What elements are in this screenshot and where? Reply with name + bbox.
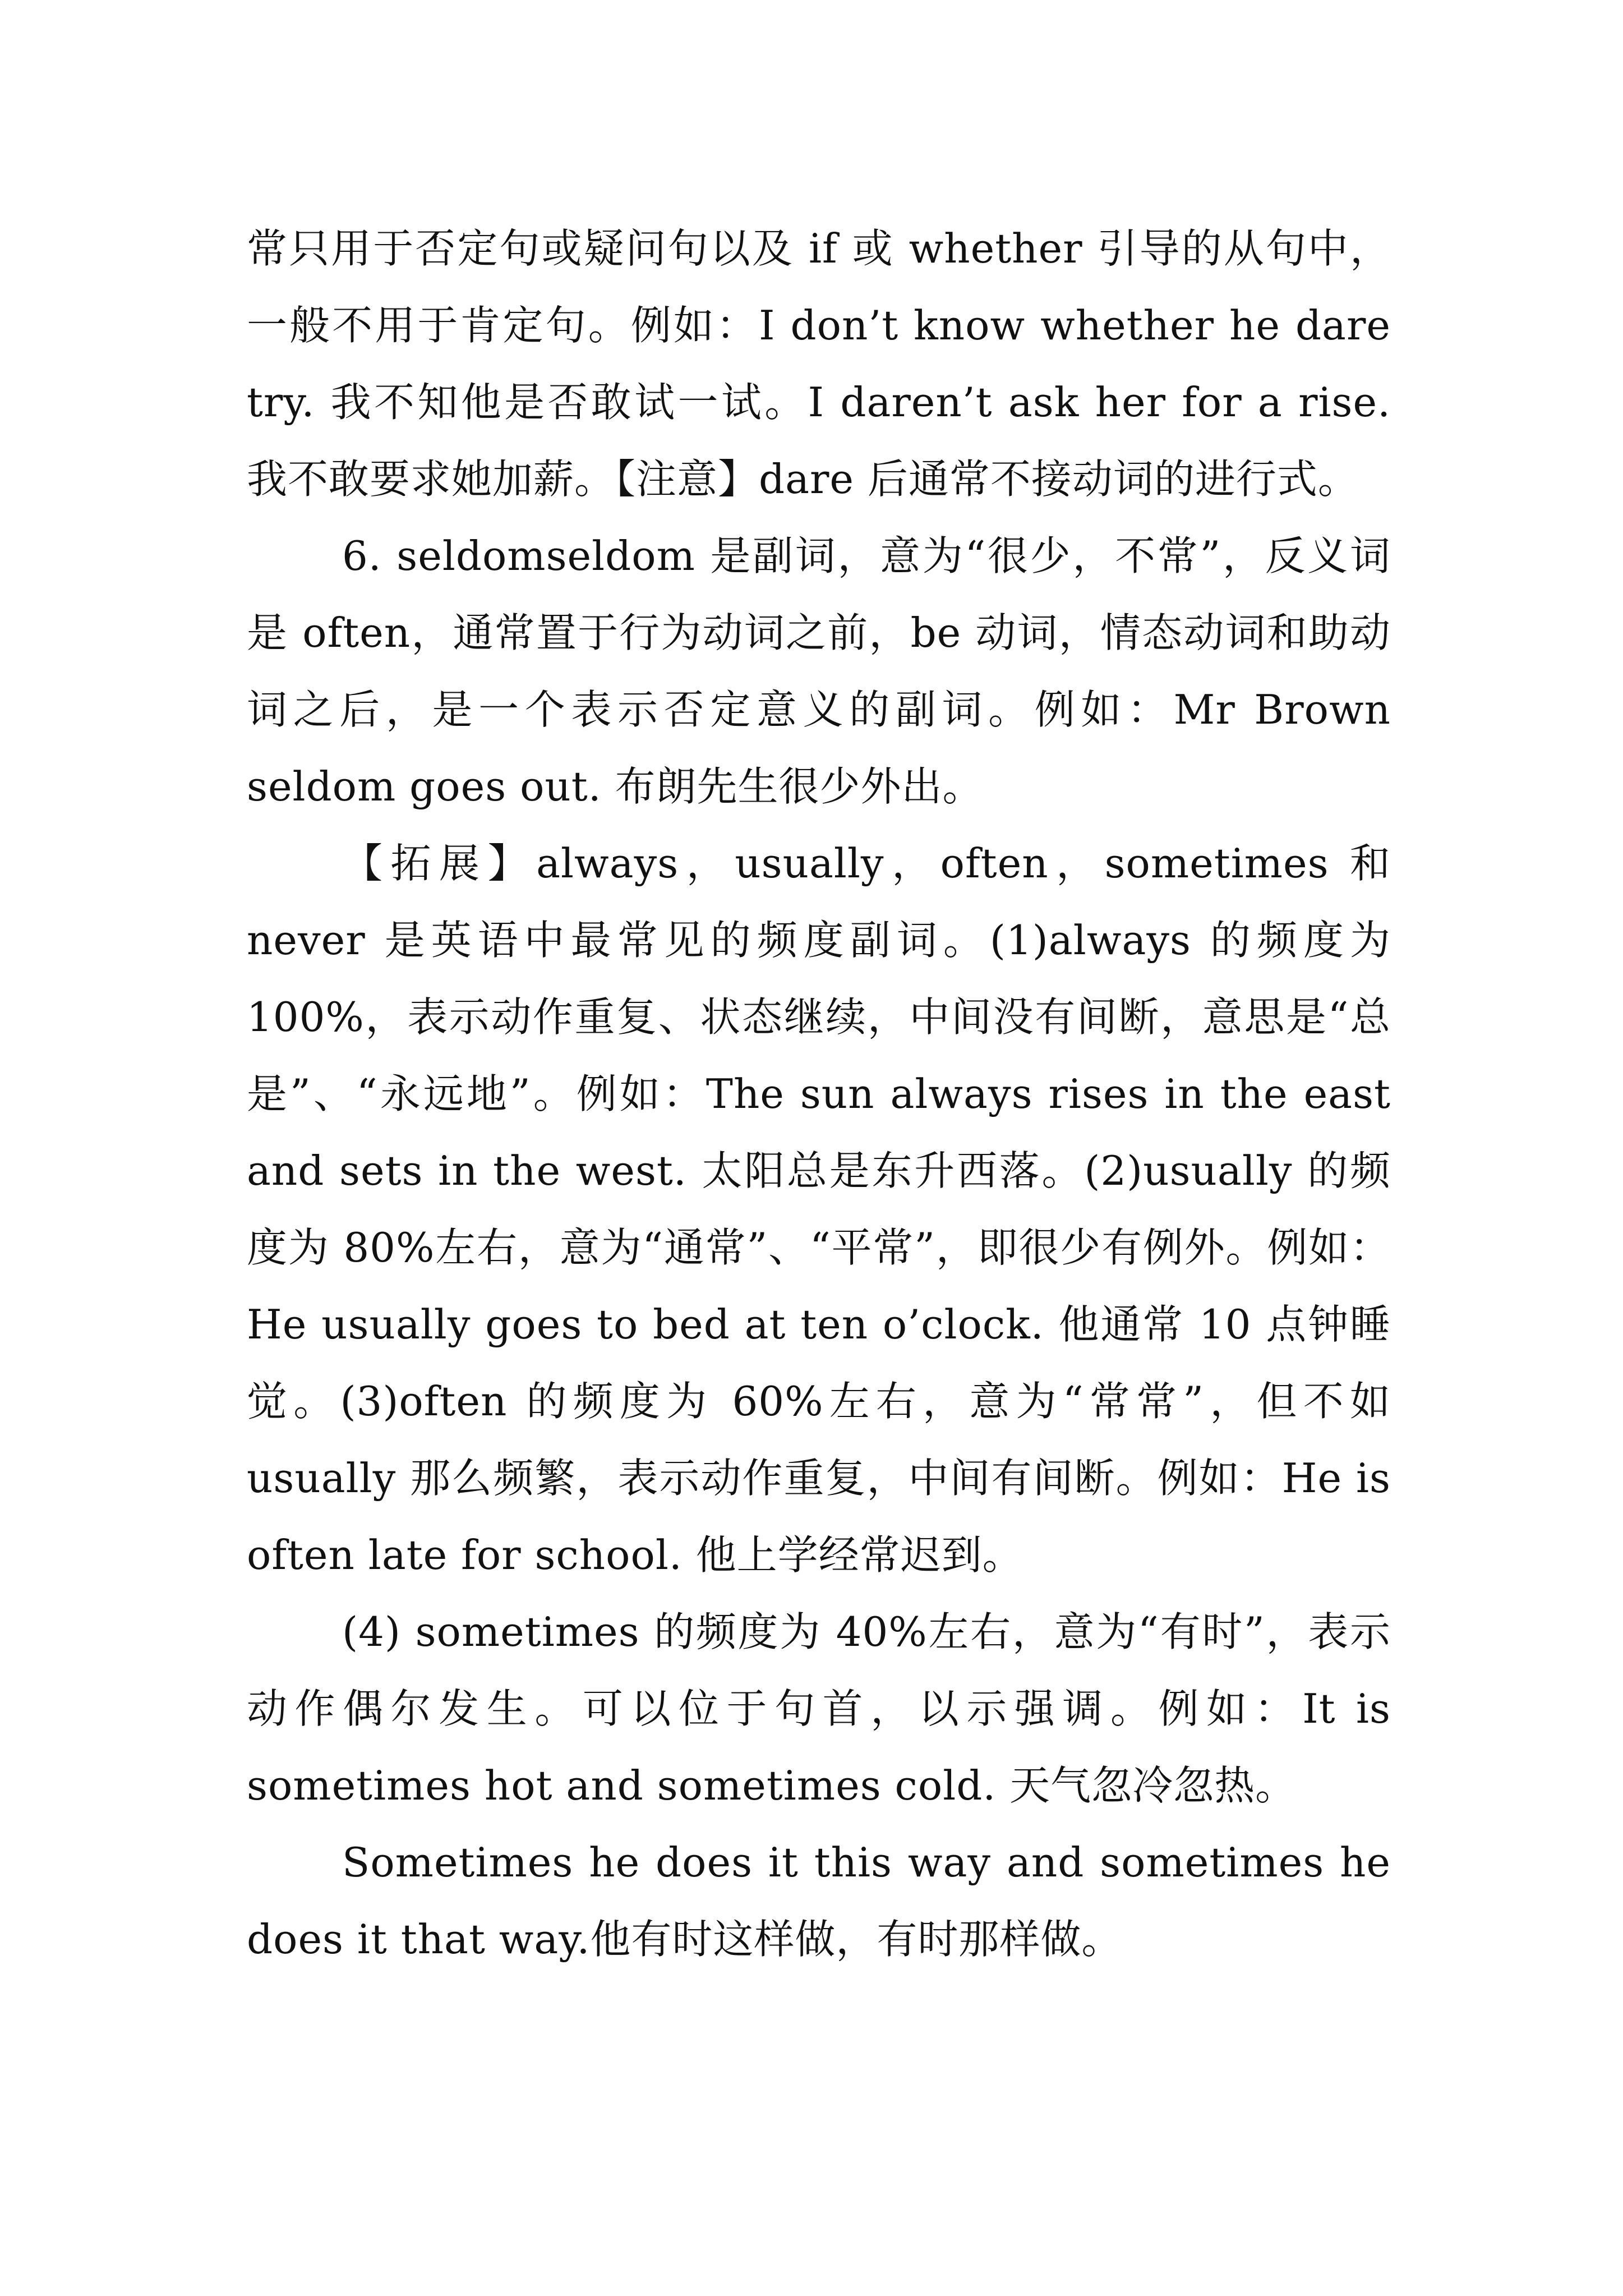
paragraph-dare-continued: 常只用于否定句或疑问句以及 if 或 whether 引导的从句中，一般不用于肯定句。例如：I don’t know whether he dare try. 我不知他是否敢试一试。I daren’t ask her for a rise. 我不敢要求她加薪。【注意】dare 后通常不接动词的进行式。: [247, 225, 1391, 503]
paragraph-seldom: 6. seldomseldom 是副词，意为“很少，不常”，反义词是 often，通常置于行为动词之前，be 动词，情态动词和助动词之后，是一个表示否定意义的副词。例如：Mr Brown seldom goes out. 布朗先生很少外出。: [247, 532, 1391, 810]
paragraph-sometimes: (4) sometimes 的频度为 40%左右，意为“有时”，表示动作偶尔发生。可以位于句首，以示强调。例如：It is sometimes hot and sometimes cold. 天气忽冷忽热。: [247, 1608, 1391, 1809]
document-body: [247, 210, 1391, 1978]
paragraph-frequency-adverbs: 【拓展】always，usually，often，sometimes 和 never 是英语中最常见的频度副词。(1)always 的频度为 100%，表示动作重复、状态继续，中间没有间断，意思是“总是”、“永远地”。例如：The sun always rises in the east and sets in the west. 太阳总是东升西落。(2)usually 的频度为 80%左右，意为“通常”、“平常”，即很少有例外。例如：He usually goes to bed at ten o’clock. 他通常 10 点钟睡觉。(3)often 的频度为 60%左右，意为“常常”，但不如 usually 那么频繁，表示动作重复，中间有间断。例如：He is often late for school. 他上学经常迟到。: [247, 840, 1391, 1579]
paragraph-sometimes-example: Sometimes he does it this way and sometimes he does it that way.他有时这样做，有时那样做。: [247, 1839, 1391, 1963]
